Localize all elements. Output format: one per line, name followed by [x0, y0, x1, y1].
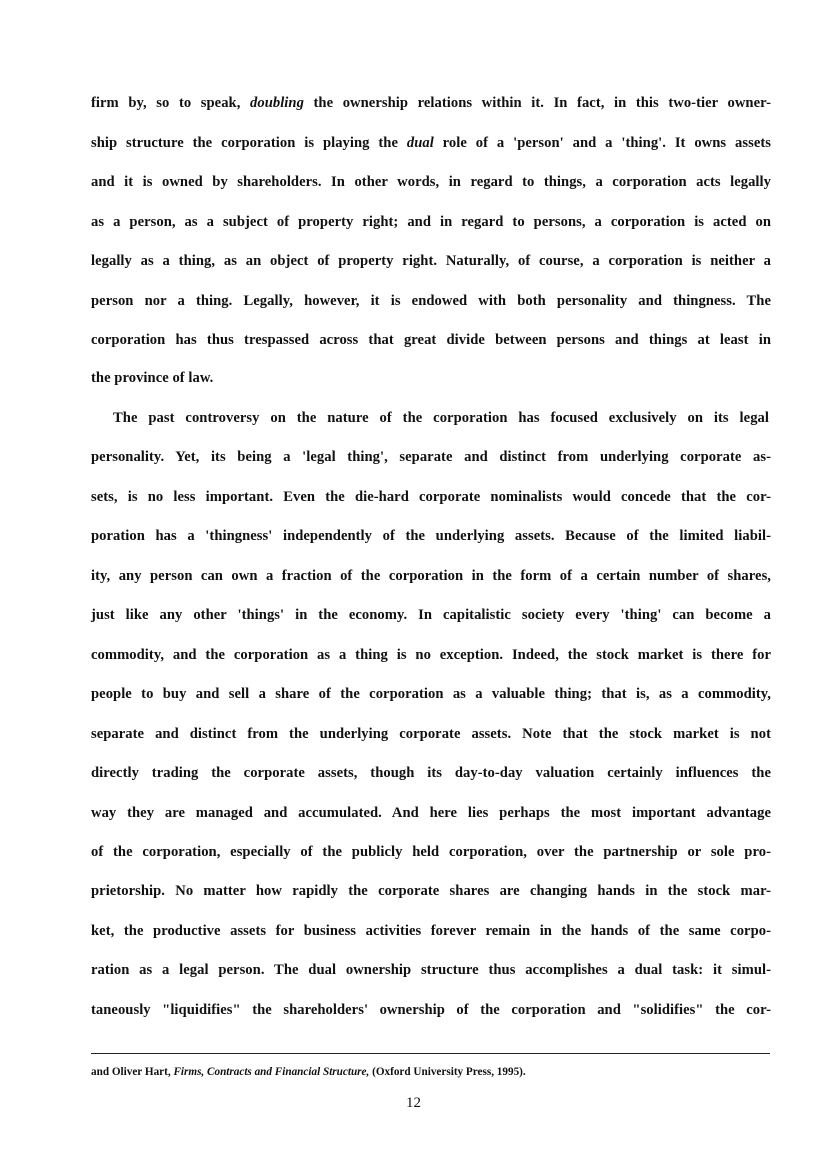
body-line: as a person, as a subject of property right; and in regard to persons, a corporation is acted on — [91, 214, 771, 230]
body-line: the province of law. — [91, 370, 214, 386]
body-line: personality. Yet, its being a 'legal thing', separate and distinct from underlying corporate as- — [91, 449, 771, 465]
body-line: ket, the productive assets for business activities forever remain in the hands of the same corpo- — [91, 923, 771, 939]
body-line: of the corporation, especially of the publicly held corporation, over the partnership or sole pro- — [91, 844, 771, 860]
body-line: commodity, and the corporation as a thing is no exception. Indeed, the stock market is there for — [91, 647, 771, 663]
body-line: ration as a legal person. The dual ownership structure thus accomplishes a dual task: it simul- — [91, 962, 771, 978]
body-line: taneously "liquidifies" the shareholders' ownership of the corporation and "solidifies" the cor- — [91, 1002, 771, 1018]
body-line: and it is owned by shareholders. In other words, in regard to things, a corporation acts legally — [91, 174, 771, 190]
body-line: separate and distinct from the underlying corporate assets. Note that the stock market is not — [91, 726, 771, 742]
body-line: just like any other 'things' in the economy. In capitalistic society every 'thing' can become a — [91, 607, 771, 623]
footnote: and Oliver Hart, Firms, Contracts and Financial Structure, (Oxford University Press, 1995). — [91, 1066, 526, 1078]
body-line: directly trading the corporate assets, though its day-to-day valuation certainly influences the — [91, 765, 771, 781]
body-line: The past controversy on the nature of the corporation has focused exclusively on its legal — [113, 410, 769, 426]
body-line: sets, is no less important. Even the die-hard corporate nominalists would concede that the cor- — [91, 489, 771, 505]
body-line: ity, any person can own a fraction of the corporation in the form of a certain number of shares, — [91, 568, 771, 584]
footnote-divider — [91, 1053, 770, 1054]
body-line: person nor a thing. Legally, however, it is endowed with both personality and thingness. The — [91, 293, 771, 309]
body-line: firm by, so to speak, doubling the ownership relations within it. In fact, in this two-tier owner- — [91, 95, 771, 111]
body-line: poration has a 'thingness' independently of the underlying assets. Because of the limited liabil- — [91, 528, 771, 544]
body-line: corporation has thus trespassed across that great divide between persons and things at least in — [91, 332, 771, 348]
body-line: prietorship. No matter how rapidly the corporate shares are changing hands in the stock mar- — [91, 883, 771, 899]
body-line: way they are managed and accumulated. And here lies perhaps the most important advantage — [91, 805, 771, 821]
body-line: ship structure the corporation is playing the dual role of a 'person' and a 'thing'. It owns assets — [91, 135, 771, 151]
body-line: legally as a thing, as an object of property right. Naturally, of course, a corporation is neither a — [91, 253, 771, 269]
body-line: people to buy and sell a share of the corporation as a valuable thing; that is, as a commodity, — [91, 686, 771, 702]
page-number: 12 — [406, 1095, 421, 1111]
